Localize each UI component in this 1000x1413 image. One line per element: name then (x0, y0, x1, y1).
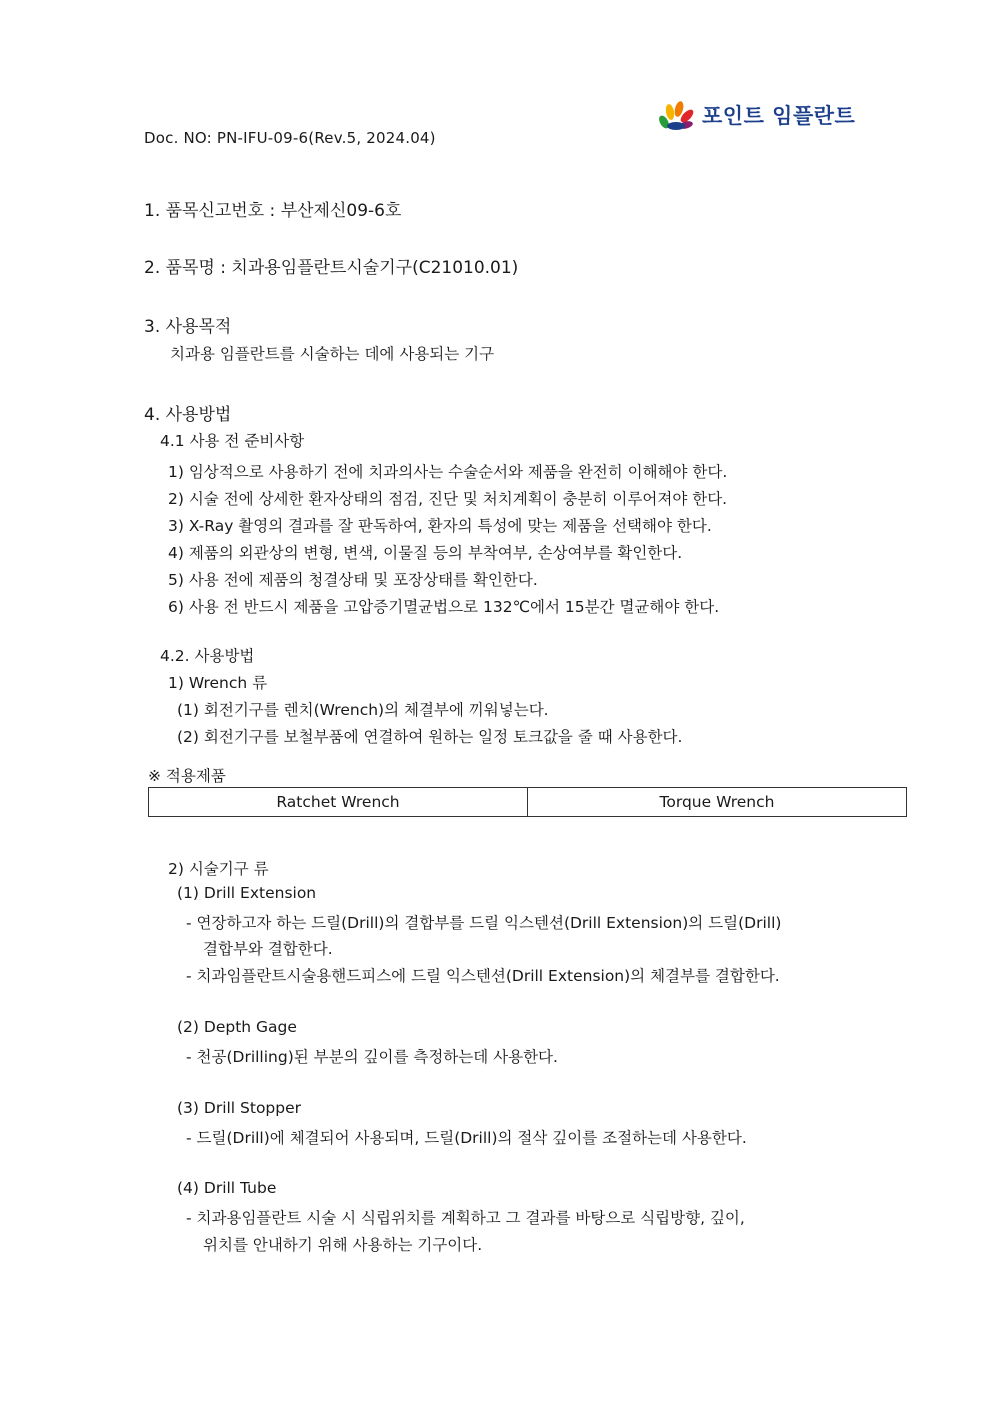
prep-item-6: 6) 사용 전 반드시 제품을 고압증기멸균법으로 132℃에서 15분간 멸균해야 한다. (168, 598, 720, 616)
drill-extension-line-2: - 치과임플란트시술용핸드피스에 드릴 익스텐션(Drill Extension)의 체결부를 결합한다. (186, 967, 780, 985)
prep-item-5: 5) 사용 전에 제품의 청결상태 및 포장상태를 확인한다. (168, 571, 538, 589)
logo-text: 포인트 임플란트 (702, 104, 856, 128)
wrench-item-1: (1) 회전기구를 렌치(Wrench)의 체결부에 끼워넣는다. (177, 701, 549, 719)
prep-item-1: 1) 임상적으로 사용하기 전에 치과의사는 수술순서와 제품을 완전히 이해해야 한다. (168, 463, 728, 481)
section-2-product-name: 2. 품목명 : 치과용임플란트시술기구(C21010.01) (144, 258, 519, 278)
depth-gage-title: (2) Depth Gage (177, 1018, 297, 1036)
prep-item-3: 3) X-Ray 촬영의 결과를 잘 판독하여, 환자의 특성에 맞는 제품을 선택해야 한다. (168, 517, 712, 535)
drill-extension-line-1b: 결합부와 결합한다. (203, 940, 333, 958)
wrench-title: 1) Wrench 류 (168, 674, 268, 692)
doc-number: Doc. NO: PN-IFU-09-6(Rev.5, 2024.04) (144, 129, 436, 147)
applicable-products-table (148, 787, 907, 817)
section-4-1-title: 4.1 사용 전 준비사항 (160, 432, 305, 450)
section-1-registration-no: 1. 품목신고번호 : 부산제신09-6호 (144, 201, 402, 221)
drill-extension-title: (1) Drill Extension (177, 884, 317, 902)
product-torque-wrench: Torque Wrench (528, 788, 907, 817)
drill-stopper-title: (3) Drill Stopper (177, 1099, 302, 1117)
drill-extension-line-1: - 연장하고자 하는 드릴(Drill)의 결합부를 드릴 익스텐션(Drill Extension)의 드릴(Drill) (186, 914, 782, 932)
drill-tube-title: (4) Drill Tube (177, 1179, 277, 1197)
flower-petals-logo-icon (656, 98, 696, 132)
company-logo (656, 97, 855, 133)
section-3-body: 치과용 임플란트를 시술하는 데에 사용되는 기구 (170, 345, 495, 363)
applicable-products-label: ※ 적용제품 (148, 767, 226, 785)
product-ratchet-wrench: Ratchet Wrench (149, 788, 528, 817)
instrument-title: 2) 시술기구 류 (168, 860, 269, 878)
table-row (149, 788, 907, 817)
section-4-title: 4. 사용방법 (144, 405, 232, 425)
drill-tube-line-1b: 위치를 안내하기 위해 사용하는 기구이다. (203, 1236, 483, 1254)
prep-item-4: 4) 제품의 외관상의 변형, 변색, 이물질 등의 부착여부, 손상여부를 확인한다. (168, 544, 683, 562)
drill-stopper-line: - 드릴(Drill)에 체결되어 사용되며, 드릴(Drill)의 절삭 깊이를 조절하는데 사용한다. (186, 1129, 747, 1147)
section-4-2-title: 4.2. 사용방법 (160, 647, 255, 665)
prep-item-2: 2) 시술 전에 상세한 환자상태의 점검, 진단 및 처치계획이 충분히 이루어져야 한다. (168, 490, 728, 508)
wrench-item-2: (2) 회전기구를 보철부품에 연결하여 원하는 일정 토크값을 줄 때 사용한다. (177, 728, 683, 746)
depth-gage-line: - 천공(Drilling)된 부분의 깊이를 측정하는데 사용한다. (186, 1048, 558, 1066)
drill-tube-line-1: - 치과용임플란트 시술 시 식립위치를 계획하고 그 결과를 바탕으로 식립방향, 깊이, (186, 1209, 745, 1227)
section-3-title: 3. 사용목적 (144, 317, 232, 337)
